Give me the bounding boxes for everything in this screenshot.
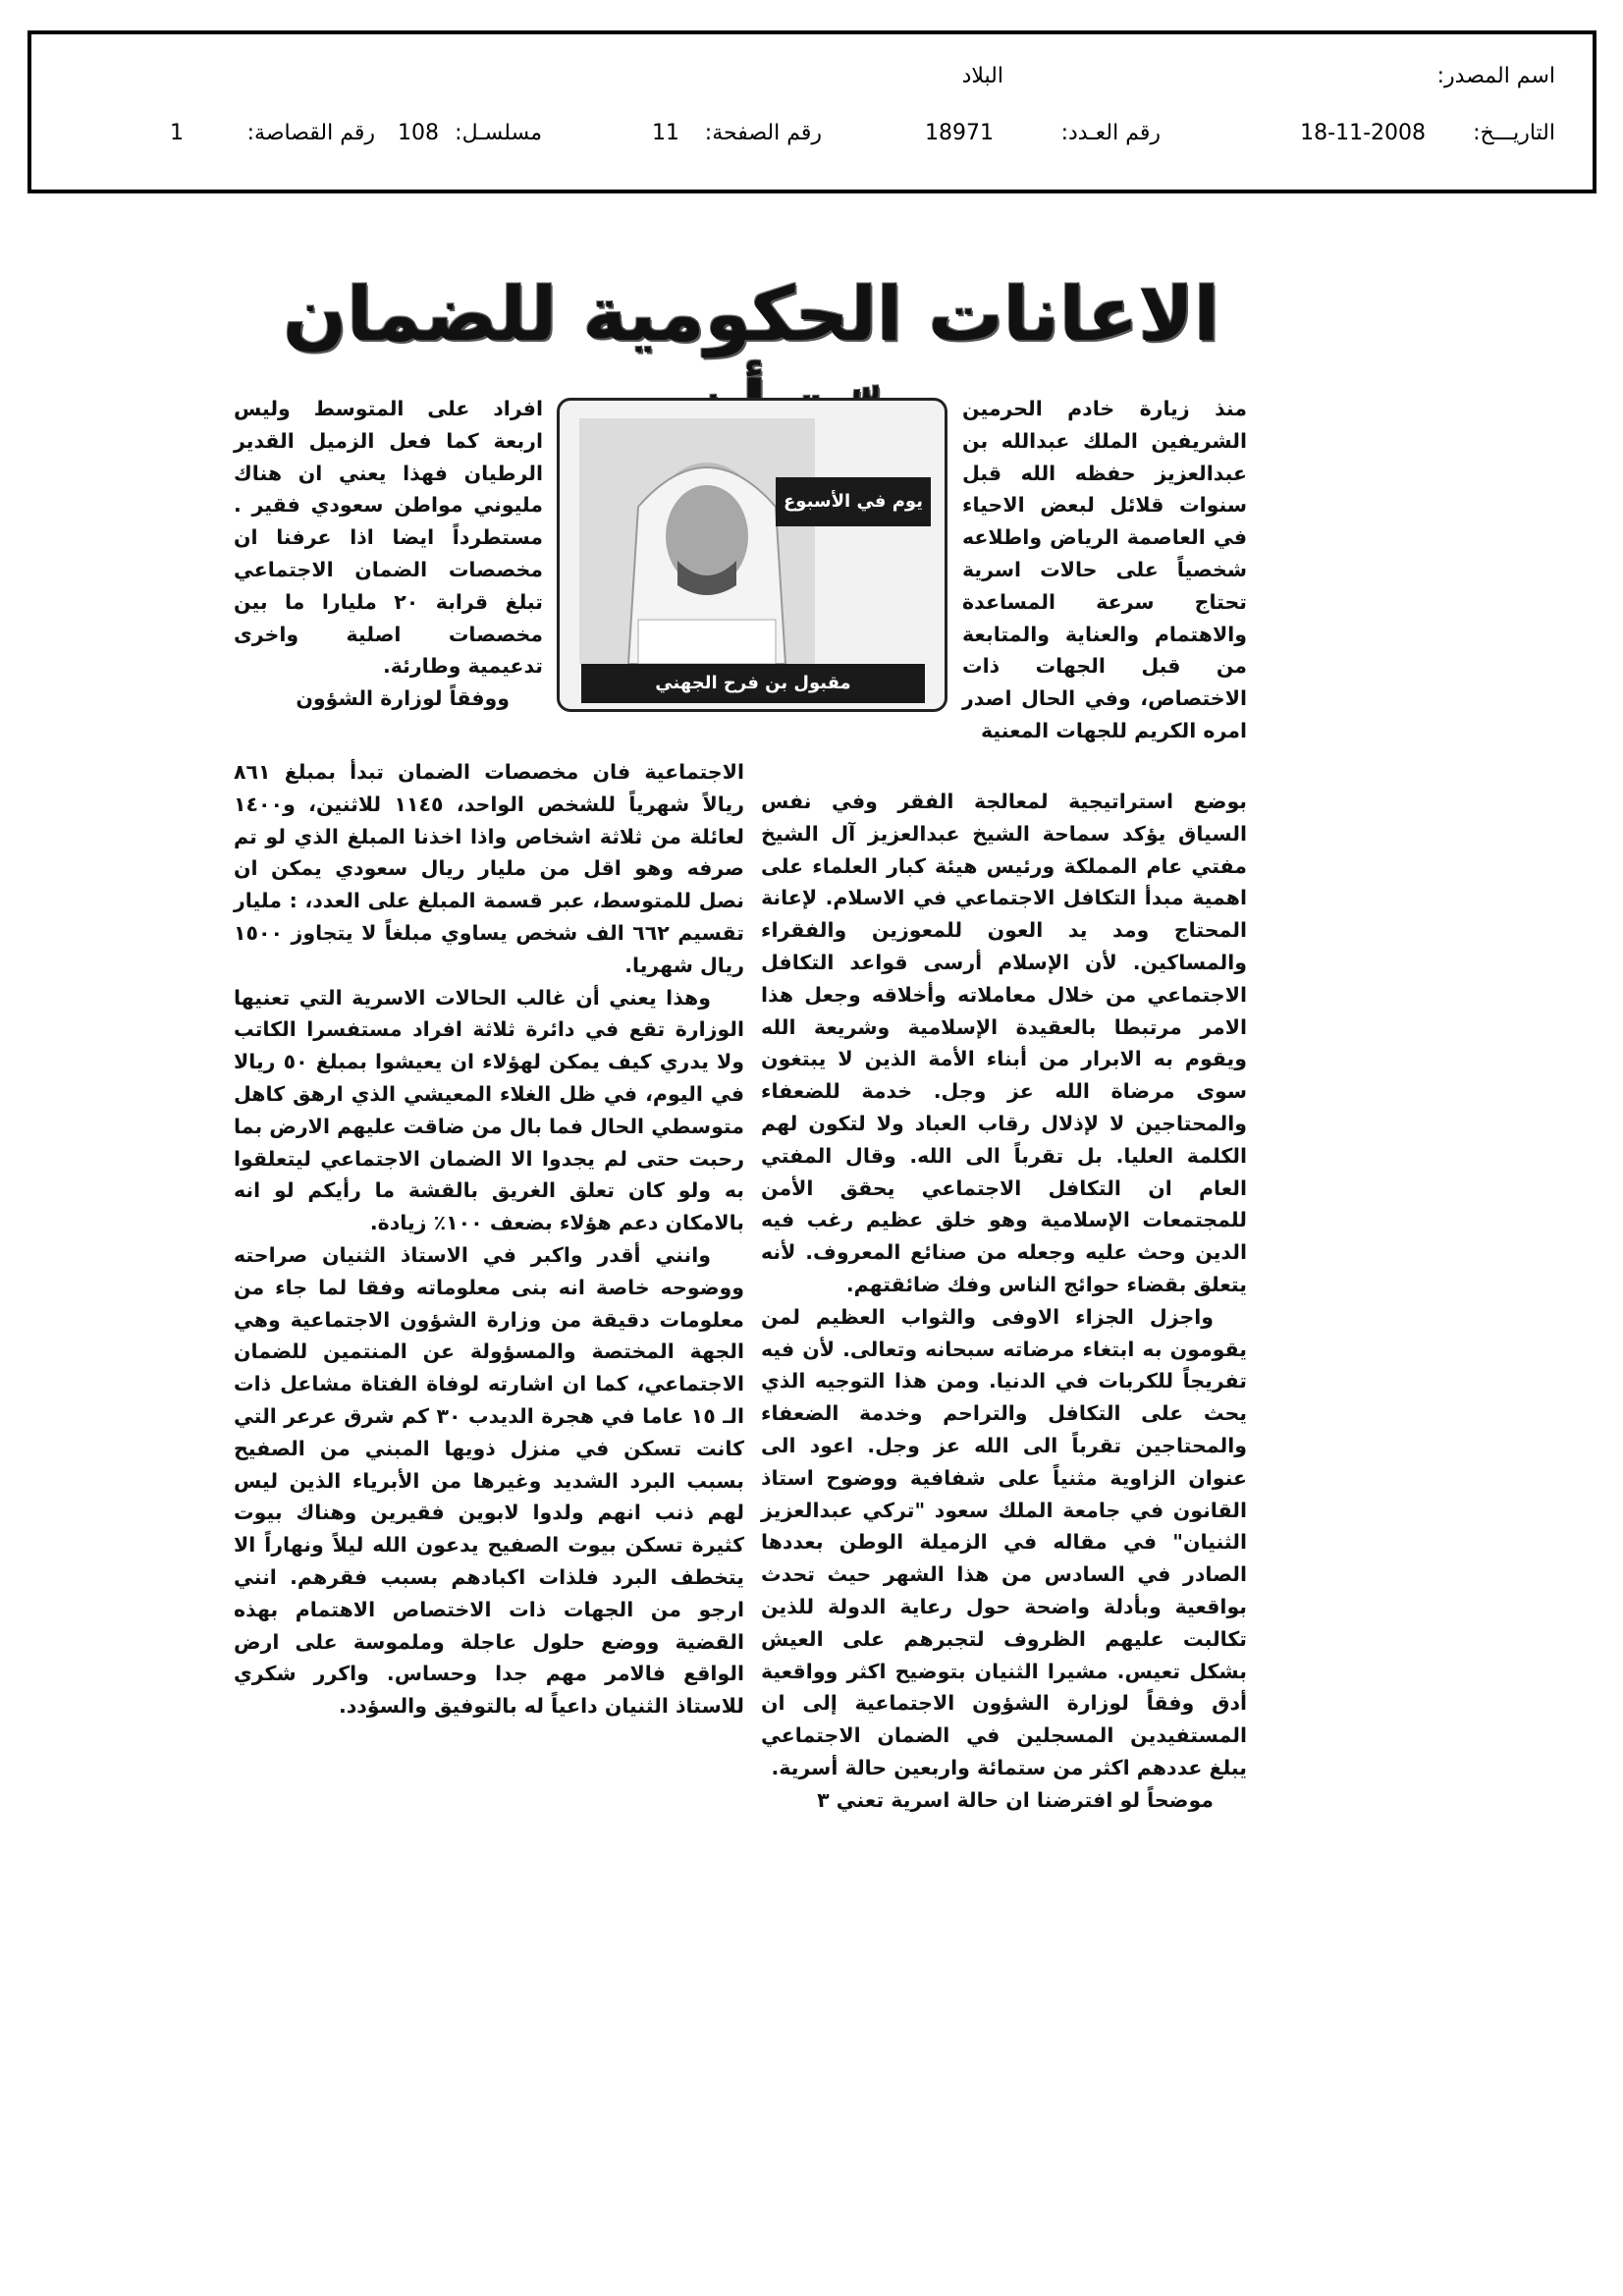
column-tag: يوم في الأسبوع <box>776 477 931 526</box>
date-value: 18-11-2008 <box>1300 121 1426 145</box>
metadata-box <box>27 30 1596 193</box>
author-name: مقبول بن فرح الجهني <box>581 664 925 703</box>
paragraph: افراد على المتوسط وليس اربعة كما فعل الزميل القدير الرطيان فهذا يعني ان هناك مليوني مواطن سعودي فقير . مستطرداً ايضا اذا عرفنا ان مخصصات الضمان الاجتماعي تبلغ قرابة ٢٠ مليارا ما بين مخصصات اصلية واخرى تدعيمية وطارئة. <box>234 397 543 679</box>
issue-label: رقم العـدد: <box>1060 121 1161 145</box>
paragraph: وانني أقدر واكبر في الاستاذ الثنيان صراحته ووضوحه خاصة انه بنى معلوماته وفقا لما جاء من معلومات دقيقة من وزارة الشؤون الاجتماعية وهي الجهة المختصة والمسؤولة عن المنتمين للضمان الاجتماعي، كما ان اشارته لوفاة الفتاة مشاعل ذات الـ ١٥ عاما في هجرة الديدب ٣٠ كم شرق عرعر التي كانت تسكن في منزل ذويها المبني من الصفيح بسبب البرد الشديد وغيرها من الأبرياء الذين ليس لهم ذنب انهم ولدوا لابوين فقيرين وهناك بيوت كثيرة تسكن بيوت الصفيح يدعون الله ليلاً ونهاراً الا يتخطف البرد فلذات اكبادهم بسبب فقرهم. انني ارجو من الجهات ذات الاختصاص الاهتمام بهذه القضية ووضع حلول عاجلة وملموسة على ارض الواقع فالامر مهم جدا وحساس. واكرر شكري للاستاذ الثنيان داعياً له بالتوفيق والسؤدد. <box>234 1242 744 1719</box>
paragraph: الاجتماعية فان مخصصات الضمان تبدأ بمبلغ ٨٦١ ريالاً شهرياً للشخص الواحد، ١١٤٥ للاثنين، و١٤٠٠ لعائلة من ثلاثة اشخاص واذا اخذنا المبلغ الذي لو تم صرفه وهو اقل من مليار ريال سعودي يمكن ان نصل للمتوسط، عبر قسمة المبلغ على العدد، : مليار تقسيم ٦٦٢ الف شخص يساوي مبلغاً لا يتجاوز ١٥٠٠ ريال شهريا. <box>234 760 744 977</box>
clipping-label: رقم القصاصة: <box>246 121 375 145</box>
author-portrait-icon <box>579 418 815 664</box>
page-value: 11 <box>652 121 679 145</box>
source-label: اسم المصدر: <box>1436 64 1555 88</box>
column-left <box>234 756 744 1722</box>
paragraph: وهذا يعني أن غالب الحالات الاسرية التي تعنيها الوزارة تقع في دائرة ثلاثة افراد مستفسرا الكاتب ولا يدري كيف يمكن لهؤلاء ان يعيشوا بمبلغ ٥٠ ريالا في اليوم، في ظل الغلاء المعيشي الذي ارهق كاهل متوسطي الحال فما بال من ضاقت عليهم الارض بما رحبت حتى لم يجدوا الا الضمان الاجتماعي ليتعلقوا به ولو كان تعلق الغريق بالقشة ما رأيكم لو انه بالامكان دعم هؤلاء بضعف ١٠٠٪ زيادة. <box>234 985 745 1235</box>
author-photo-box <box>557 398 947 712</box>
paragraph: واجزل الجزاء الاوفى والثواب العظيم لمن يقومون به ابتغاء مرضاته سبحانه وتعالى. لأن فيه تفريجاً للكربات في الدنيا. ومن هذا التوجيه الذي يحث على التكافل والتراحم وخدمة الضعفاء والمحتاجين تقرباً الى الله عز وجل. اعود الى عنوان الزاوية مثنياً على شفافية ووضوح استاذ القانون في جامعة الملك سعود "تركي عبدالعزيز الثنيان" في مقاله في الزميلة الوطن بعددها الصادر في السادس من هذا الشهر حيث تحدث بواقعية وبأدلة واضحة حول رعاية الدولة للذين تكالبت عليهم الظروف لتجبرهم على العيش بشكل تعيس. مشيرا الثنيان بتوضيح اكثر وواقعية أدق وفقاً لوزارة الشؤون الاجتماعية إلى ان المستفيدين المسجلين في الضمان الاجتماعي يبلغ عددهم اكثر من ستمائة واربعين حالة أسرية. <box>761 1304 1247 1779</box>
date-label: التاريـــخ: <box>1473 121 1555 145</box>
serial-value: 108 <box>398 121 439 145</box>
paragraph: موضحاً لو افترضنا ان حالة اسرية تعني ٣ <box>817 1787 1214 1812</box>
paragraph: بوضع استراتيجية لمعالجة الفقر وفي نفس السياق يؤكد سماحة الشيخ عبدالعزيز آل الشيخ مفتي عام المملكة ورئيس هيئة كبار العلماء على اهمية مبدأ التكافل الاجتماعي في الاسلام. لإعانة المحتاج ومد يد العون للمعوزين والفقراء والمساكين. لأن الإسلام أرسى قواعد التكافل الاجتماعي من خلال معاملاته وأخلاقه وجعل هذا الامر مرتبطا بالعقيدة الإسلامية وشريعة الله ويقوم به الابرار من أبناء الأمة الذين لا يبتغون سوى مرضاة الله عز وجل. خدمة للضعفاء والمحتاجين لا لإذلال رقاب العباد ولا لتكون لهم الكلمة العليا. بل تقرباً الى الله. وقال المفتي العام ان التكافل الاجتماعي يحقق الأمن للمجتمعات الإسلامية وهو خلق عظيم رغب فيه الدين وحث عليه وجعله من صنائع المعروف. لأنه يتعلق بقضاء حوائج الناس وفك ضائقتهم. <box>761 790 1247 1296</box>
page-label: رقم الصفحة: <box>704 121 822 145</box>
paragraph: منذ زيارة خادم الحرمين الشريفين الملك عبدالله بن عبدالعزيز حفظه الله قبل سنوات قلائل لبعض الاحياء في العاصمة الرياض واطلاعه شخصياً على حالات اسرية تحتاج سرعة المساعدة والاهتمام والعناية والمتابعة من قبل الجهات ذات الاختصاص، وفي الحال اصدر امره الكريم للجهات المعنية <box>962 397 1247 742</box>
column-left-top <box>234 393 543 715</box>
column-right-top <box>962 393 1247 747</box>
article-headline: الاعانات الحكومية للضمان <box>283 270 1219 357</box>
source-value: البلاد <box>961 64 1003 88</box>
serial-label: مسلسـل: <box>455 121 542 145</box>
clipping-value: 1 <box>170 121 184 145</box>
issue-value: 18971 <box>925 121 994 145</box>
paragraph: ووفقاً لوزارة الشؤون <box>296 686 510 711</box>
column-middle <box>761 786 1247 1817</box>
